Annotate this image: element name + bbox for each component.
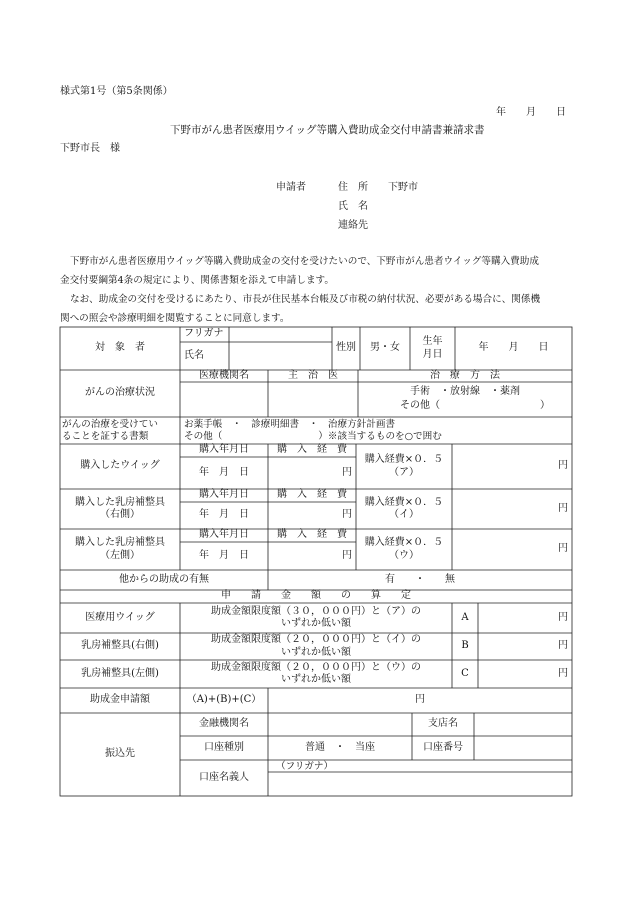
branch-field[interactable] (474, 713, 572, 736)
treatment-method-label: 治 療 方 法 (430, 369, 500, 381)
other-aid-label: 他からの助成の有無 (119, 573, 209, 585)
calculation-section-title: 申 請 金 額 の 算 定 (221, 590, 411, 602)
purchase-cost-label: 購 入 経 費 (277, 489, 347, 501)
breast-right-cost-field[interactable]: 円 (342, 509, 352, 521)
proof-docs-label-cont: ることを証する書類 (62, 431, 149, 442)
apply-amount-label: 助成金申請額 (90, 694, 150, 706)
treatment-other[interactable]: その他（ ） (400, 400, 550, 411)
treatment-options[interactable]: 手術 ・放射線 ・薬剤 (410, 386, 520, 397)
body-paragraph-1: 下野市がん患者医療用ウイッグ等購入費助成金の交付を受けたいので、下野市がん患者ウイッグ等購入費助成 (70, 256, 539, 267)
birthdate-label: 生年 月日 (422, 336, 443, 360)
body-paragraph-2-cont: 関への照会や診療明細を閲覧することに同意します。 (60, 313, 290, 324)
proof-docs-other[interactable]: その他（ ）※該当するものを○で囲む (184, 431, 442, 442)
bank-label: 金融機関名 (199, 718, 249, 730)
apply-formula: （A)+(B)+(C） (186, 694, 262, 706)
holder-furigana-label: （フリガナ） (276, 761, 334, 772)
sex-select[interactable]: 男・女 (370, 342, 400, 354)
wig-half-label: 購入経費×０．５ （ア） (364, 454, 444, 478)
furigana-label: フリガナ (184, 328, 224, 340)
body-paragraph-1-cont: 金交付要綱第4条の規定により、関係書類を添えて申請します。 (60, 275, 334, 286)
account-holder-label: 口座名義人 (199, 771, 249, 783)
proof-docs-options[interactable]: お薬手帳 ・ 診療明細書 ・ 治療方針計画書 (184, 419, 396, 430)
breast-left-purchase-label: 購入した乳房補整具 （左側） (75, 537, 165, 561)
account-number-field[interactable] (474, 736, 572, 760)
purchase-cost-label: 購 入 経 費 (277, 444, 347, 456)
proof-docs-label: がんの治療を受けてい (62, 419, 158, 430)
date-field: 年 月 日 (496, 107, 566, 118)
applicant-label: 申請者 (276, 182, 306, 193)
addressee: 下野市長 様 (60, 143, 120, 154)
subject-label: 対 象 者 (95, 342, 145, 354)
letter-a: A (461, 611, 469, 623)
limit-b-text: 助成金額限度額（２０，０００円）と（イ）の いずれか低い額 (211, 634, 421, 658)
address-label: 住 所 (338, 182, 368, 193)
breast-left-half-field[interactable]: 円 (558, 543, 568, 555)
bank-field[interactable] (268, 713, 412, 736)
breast-left-calc-label: 乳房補整具(左側) (81, 667, 159, 679)
amount-c-field[interactable]: 円 (558, 667, 568, 679)
limit-a-text: 助成金額限度額（３０，０００円）と（ア）の いずれか低い額 (211, 605, 421, 629)
wig-purchase-label: 購入したウイッグ (80, 460, 160, 472)
purchase-cost-label: 購 入 経 費 (277, 529, 347, 541)
document-title: 下野市がん患者医療用ウイッグ等購入費助成金交付申請書兼請求書 (170, 124, 485, 136)
breast-right-half-field[interactable]: 円 (558, 502, 568, 514)
wig-half-field[interactable]: 円 (558, 460, 568, 472)
purchase-date-label: 購入年月日 (199, 529, 249, 541)
letter-c: C (461, 667, 469, 679)
sex-label: 性別 (336, 342, 356, 354)
apply-amount-field[interactable]: 円 (415, 694, 425, 706)
account-type-label: 口座種別 (204, 741, 244, 753)
breast-left-date-field[interactable]: 年 月 日 (199, 549, 249, 561)
med-wig-label: 医療用ウイッグ (85, 611, 155, 623)
purchase-date-label: 購入年月日 (199, 489, 249, 501)
transfer-label: 振込先 (105, 748, 135, 760)
doctor-label: 主 治 医 (288, 369, 338, 381)
wig-date-field[interactable]: 年 月 日 (199, 466, 249, 478)
letter-b: B (461, 640, 469, 652)
account-number-label: 口座番号 (423, 741, 463, 753)
birthdate-field[interactable]: 年 月 日 (478, 342, 549, 354)
breast-right-calc-label: 乳房補整具(右側) (81, 640, 159, 652)
other-aid-select[interactable]: 有 ・ 無 (385, 573, 455, 585)
breast-left-half-label: 購入経費×０．５ （ウ） (364, 537, 444, 561)
branch-label: 支店名 (428, 718, 458, 730)
limit-c-text: 助成金額限度額（２０，０００円）と（ウ）の いずれか低い額 (211, 661, 421, 685)
body-paragraph-2: なお、助成金の交付を受けるにあたり、市長が住民基本台帳及び市税の納付状況、必要がある場合に、関係機 (70, 294, 541, 305)
wig-cost-field[interactable]: 円 (342, 466, 352, 478)
medical-institution-label: 医療機関名 (199, 369, 249, 381)
breast-left-cost-field[interactable]: 円 (342, 549, 352, 561)
purchase-date-label: 購入年月日 (199, 444, 249, 456)
account-type-select[interactable]: 普通 ・ 当座 (305, 741, 375, 753)
account-holder-field[interactable] (268, 772, 572, 796)
breast-right-half-label: 購入経費×０．５ （イ） (364, 496, 444, 520)
breast-right-date-field[interactable]: 年 月 日 (199, 509, 249, 521)
address-value[interactable]: 下野市 (388, 182, 418, 193)
cancer-status-label: がんの治療状況 (85, 387, 155, 399)
form-number: 様式第1号（第5条関係） (60, 86, 173, 97)
breast-right-purchase-label: 購入した乳房補整具 （右側） (75, 496, 165, 520)
name-label: 氏 名 (338, 201, 368, 212)
name-field-label: 氏名 (184, 349, 204, 361)
contact-label: 連絡先 (338, 220, 368, 231)
amount-b-field[interactable]: 円 (558, 640, 568, 652)
amount-a-field[interactable]: 円 (558, 611, 568, 623)
